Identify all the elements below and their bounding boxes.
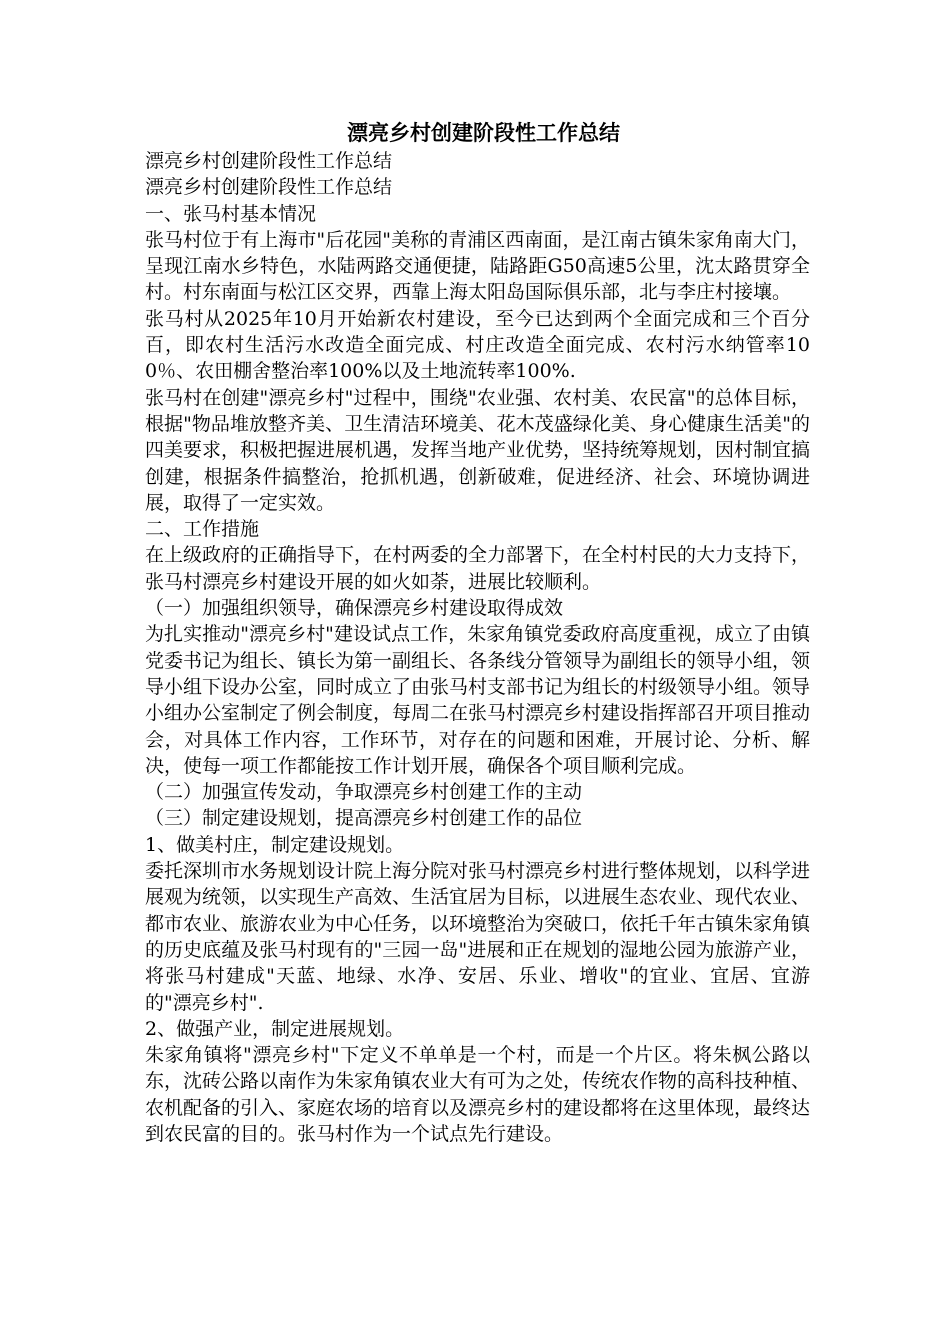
document-title: 漂亮乡村创建阶段性工作总结 (347, 120, 620, 145)
section-heading: 一、张马村基本情况 (145, 202, 317, 225)
subsection-heading: （二）加强宣传发动，争取漂亮乡村创建工作的主动 (145, 781, 583, 804)
item-heading: 1、做美村庄，制定建设规划。 (145, 833, 405, 856)
paragraph: 在上级政府的正确指导下，在村两委的全力部署下，在全村村民的大力支持下，张马村漂亮乡村建设开展的如火如荼，进展比较顺利。 (145, 544, 811, 593)
subsection-heading: （三）制定建设规划，提高漂亮乡村创建工作的品位 (145, 807, 583, 830)
paragraph: 委托深圳市水务规划设计院上海分院对张马村漂亮乡村进行整体规划，以科学进展观为统领，以实现生产高效、生活宜居为目标，以进展生态农业、现代农业、都市农业、旅游农业为中心任务，以环境整治为突破口，依托千年古镇朱家角镇的历史底蕴及张马村现有的"三园一岛"进展和正在规划的湿地公园为旅游产业，将张马村建成"天蓝、地绿、水净、安居、乐业、增收"的宜业、宜居、宜游的"漂亮乡村". (145, 860, 811, 1014)
document-page (145, 118, 810, 1147)
document-body (145, 148, 810, 1147)
paragraph: 朱家角镇将"漂亮乡村"下定义不单单是一个村，而是一个片区。将朱枫公路以东，沈砖公路以南作为朱家角镇农业大有可为之处，传统农作物的高科技种植、农机配备的引入、家庭农场的培育以及漂亮乡村的建设都将在这里体现，最终达到农民富的目的。张马村作为一个试点先行建设。 (145, 1044, 811, 1145)
paragraph: 张马村在创建"漂亮乡村"过程中，围绕"农业强、农村美、农民富"的总体目标，根据"物品堆放整齐美、卫生清洁环境美、花木茂盛绿化美、身心健康生活美"的四美要求，积极把握进展机遇，发挥当地产业优势，坚持统筹规划，因村制宜搞创建，根据条件搞整治，抢抓机遇，创新破难，促进经济、社会、环境协调进展，取得了一定实效。 (145, 386, 811, 514)
section-heading: 二、工作措施 (145, 518, 260, 541)
paragraph: 张马村从2025年10月开始新农村建设，至今已达到两个全面完成和三个百分百，即农村生活污水改造全面完成、村庄改造全面完成、农村污水纳管率100％、农田棚舍整治率100%以及土地流转率100%. (145, 307, 810, 383)
paragraph: 为扎实推动"漂亮乡村"建设试点工作，朱家角镇党委政府高度重视，成立了由镇党委书记为组长、镇长为第一副组长、各条线分管领导为副组长的领导小组，领导小组下设办公室，同时成立了由张马村支部书记为组长的村级领导小组。领导小组办公室制定了例会制度，每周二在张马村漂亮乡村建设指挥部召开项目推动会，对具体工作内容，工作环节，对存在的问题和困难，开展讨论、分析、解决，使每一项工作都能按工作计划开展，确保各个项目顺利完成。 (145, 623, 811, 777)
item-heading: 2、做强产业，制定进展规划。 (145, 1017, 405, 1040)
subsection-heading: （一）加强组织领导，确保漂亮乡村建设取得成效 (145, 597, 564, 620)
paragraph: 张马村位于有上海市"后花园"美称的青浦区西南面，是江南古镇朱家角南大门，呈现江南水乡特色，水陆两路交通便捷，陆路距G50高速5公里，沈太路贯穿全村。村东南面与松江区交界，西靠上海太阳岛国际俱乐部，北与李庄村接壤。 (145, 228, 810, 304)
subtitle-line: 漂亮乡村创建阶段性工作总结 (145, 176, 393, 199)
subtitle-line: 漂亮乡村创建阶段性工作总结 (145, 150, 393, 172)
